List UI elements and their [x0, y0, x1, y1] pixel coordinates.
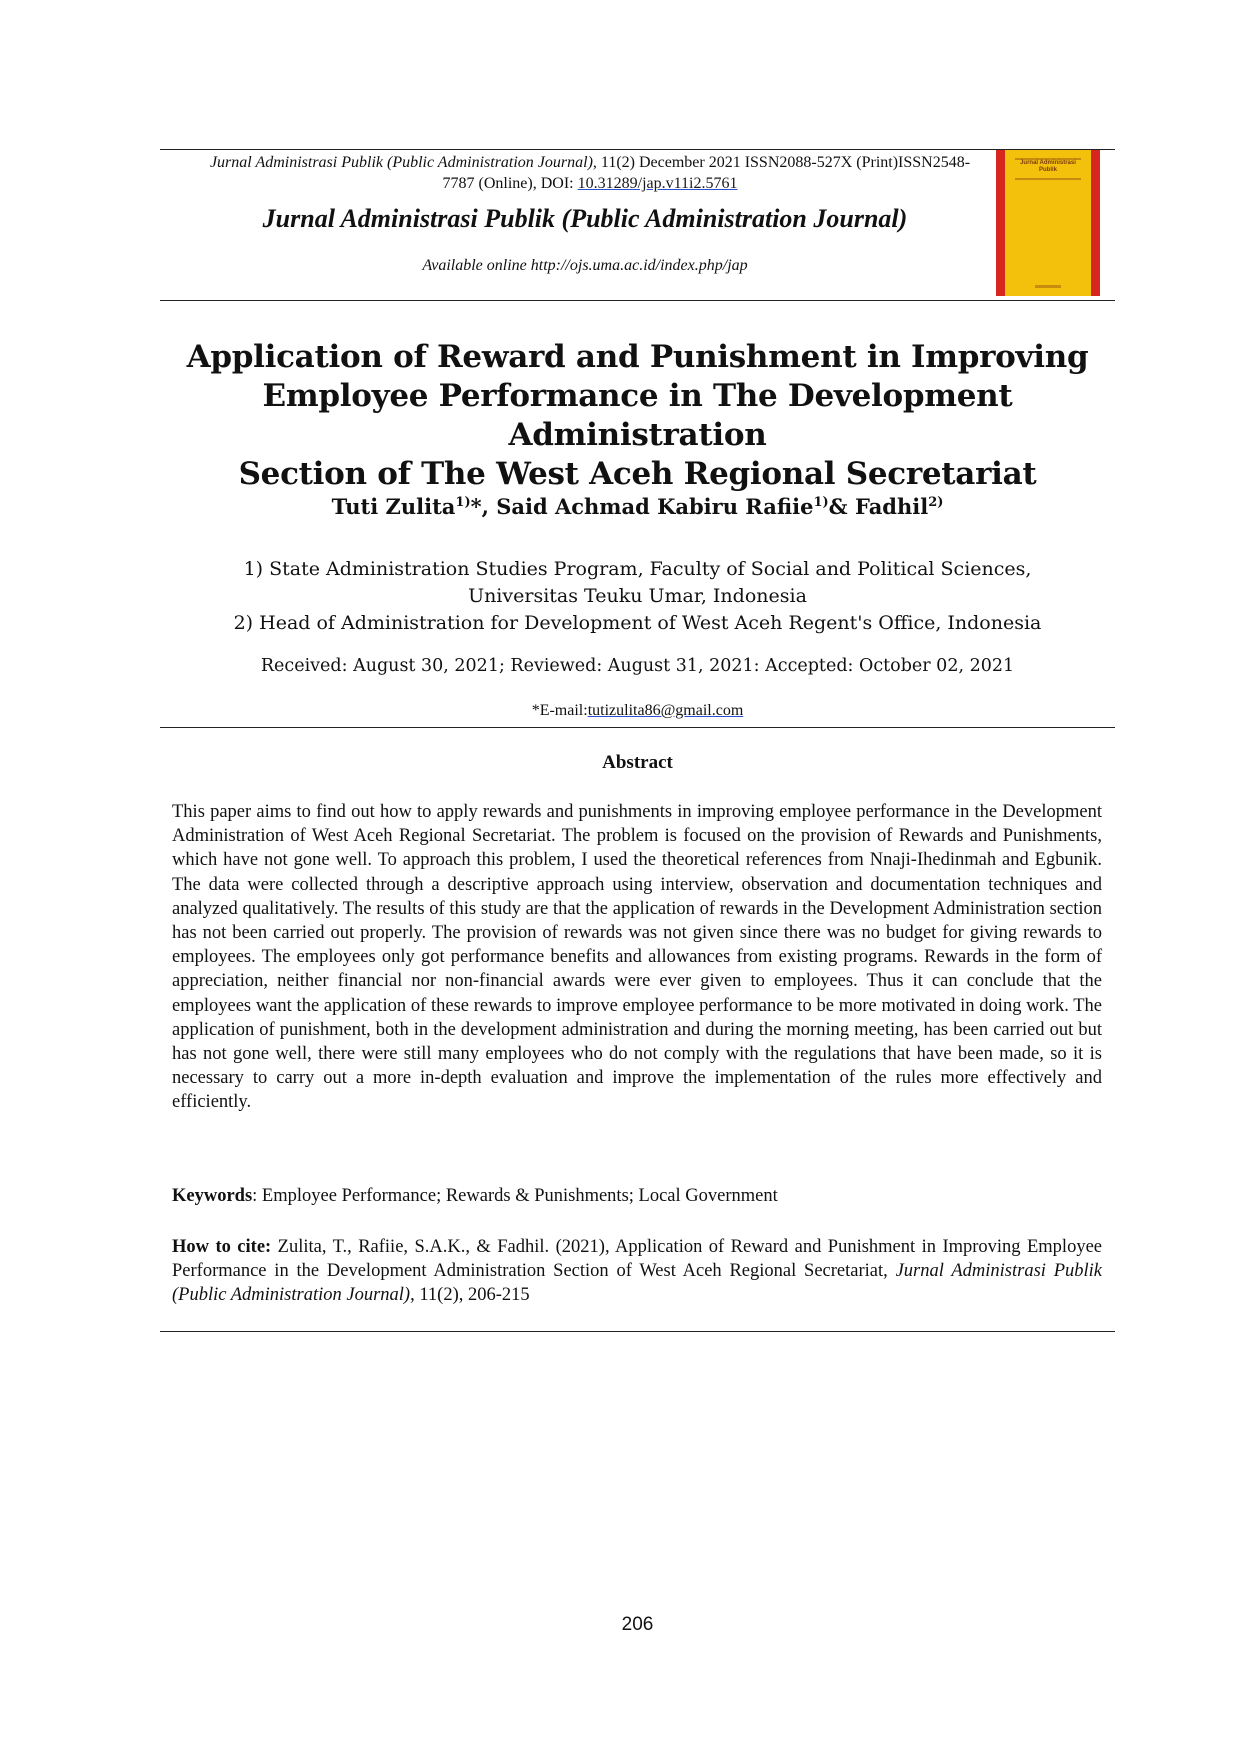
cover-strip [1015, 178, 1081, 180]
affiliation-line: 1) State Administration Studies Program, Faculty of Social and Political Sciences, [243, 558, 1032, 580]
keywords-text: : Employee Performance; Rewards & Punishments; Local Government [252, 1186, 778, 1206]
email-label: *E-mail: [531, 702, 588, 719]
authors-line [160, 494, 1115, 519]
bottom-rule [160, 1331, 1115, 1332]
author-affiliation-mark: 1) [813, 495, 829, 510]
email-line [160, 702, 1115, 720]
journal-citation-italic: Jurnal Administrasi Publik (Public Administration Journal), [209, 154, 597, 171]
keywords-label: Keywords [172, 1186, 253, 1206]
header-bottom-rule [160, 300, 1115, 301]
journal-citation-rest: 11(2) December 2021 ISSN2088-527X (Print)ISSN2548-7787 (Online), DOI: [442, 154, 971, 192]
cover-title: Jurnal Administrasi Publik [1020, 160, 1076, 173]
author-affiliation-mark: 2) [928, 495, 944, 510]
paper-title [160, 338, 1115, 494]
author-affiliation-mark: 1) [455, 495, 471, 510]
page-number: 206 [621, 1614, 654, 1635]
doi-link[interactable]: 10.31289/jap.v11i2.5761 [577, 175, 738, 192]
author-ampersand: & [828, 494, 855, 519]
cite-label: How to cite: [172, 1237, 272, 1257]
journal-title: Jurnal Administrasi Publik (Public Administration Journal) [262, 204, 908, 233]
journal-cover-image [996, 150, 1100, 296]
abstract-body: This paper aims to find out how to apply rewards and punishments in improving employee performance in the Development Administration of West Aceh Regional Secretariat. The problem is focused on the provision of Rewards and Punishments, which have not gone well. To approach this problem, I used the theoretical references from Nnaji-Ihedinmah and Egbunik. The data were collected through a descriptive approach using interview, observation and documentation techniques and analyzed qualitatively. The results of this study are that the application of rewards in the Development Administration section has not been carried out properly. The provision of rewards was not given since there was no budget for giving rewards to employees. The employees only got performance benefits and allowances from existing programs. Rewards in the form of appreciation, neither financial nor non-financial awards were ever given to employees. Thus it can conclude that the employees want the application of these rewards to improve employee performance to be more motivated in doing work. The application of punishment, both in the development administration and during the morning meeting, has been carried out but has not gone well, there were still many employees who do not comply with the regulations that have been made, so it is necessary to carry out a more in-depth evaluation and improve the implementation of the rules more effectively and efficiently. [172, 802, 1102, 1113]
cite-tail: , 11(2), 206-215 [410, 1285, 530, 1306]
affiliation-line: 2) Head of Administration for Development of West Aceh Regent's Office, Indonesia [233, 612, 1042, 634]
email-link[interactable]: tutizulita86@gmail.com [587, 702, 744, 719]
keywords-line [172, 1186, 1102, 1207]
author-name: Fadhil [854, 494, 929, 519]
email-rule [160, 727, 1115, 728]
author-name: Tuti Zulita [331, 494, 456, 519]
available-online: Available online http://ojs.uma.ac.id/index.php/jap [422, 257, 748, 274]
header-top-rule [160, 149, 1115, 150]
corresponding-mark: *, [470, 494, 497, 519]
cite-text: Zulita, T., Rafiie, S.A.K., & Fadhil. (2021), Application of Reward and Punishment in Improving Employee Performance in the Development Administration Section of West Aceh Regional Secretariat, [172, 1237, 1102, 1282]
affiliation-line: Universitas Teuku Umar, Indonesia [468, 585, 807, 607]
title-line: Section of The West Aceh Regional Secretariat [238, 456, 1037, 492]
submission-dates: Received: August 30, 2021; Reviewed: August 31, 2021: Accepted: October 02, 2021 [260, 656, 1015, 676]
title-line: Application of Reward and Punishment in Improving [186, 339, 1089, 375]
journal-citation-line [200, 152, 980, 194]
how-to-cite [172, 1235, 1102, 1308]
cover-footer-mark [1035, 285, 1061, 288]
abstract-heading: Abstract [602, 752, 673, 773]
title-line: Employee Performance in The Development Administration [262, 378, 1013, 453]
author-name: Said Achmad Kabiru Rafiie [496, 494, 814, 519]
cite-journal: Jurnal Administrasi Publik (Public Administration Journal) [172, 1261, 1103, 1306]
affiliations [160, 556, 1115, 637]
